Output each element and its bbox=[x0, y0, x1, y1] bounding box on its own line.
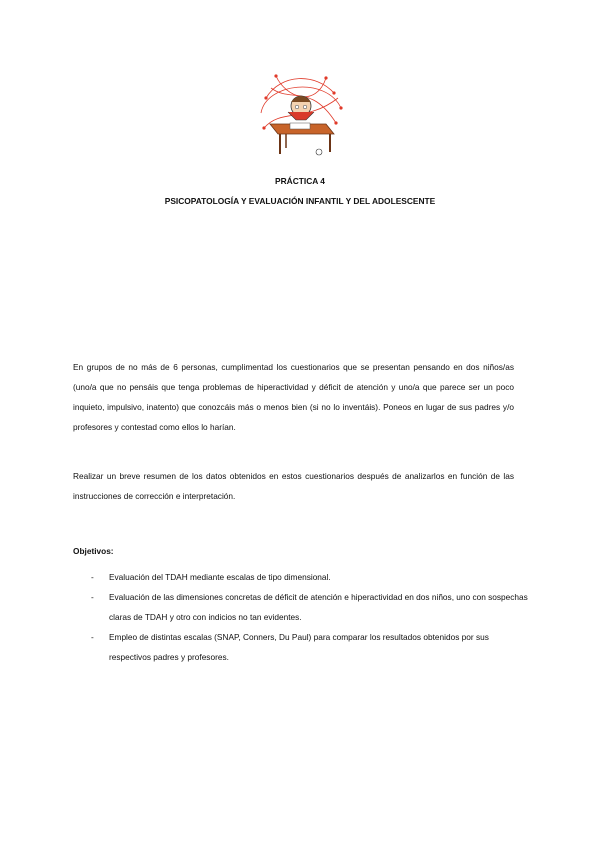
bullet-dash: - bbox=[91, 592, 94, 602]
objective-text: Evaluación del TDAH mediante escalas de tipo dimensional. bbox=[109, 572, 331, 582]
instructions-paragraph: En grupos de no más de 6 personas, cumplimentad los cuestionarios que se presentan pensando en dos niños/as (uno/a que no pensáis que tenga problemas de hiperactividad y déficit de atención y uno/a que parece ser un poco inquieto, impulsivo, inatento) que conozcáis más o menos bien (si no lo inventáis). Poneos en lugar de sus padres y/o profesores y contestad como ellos lo harían. bbox=[73, 362, 514, 432]
child-at-desk-icon bbox=[256, 68, 346, 160]
objectives-heading: Objetivos: bbox=[73, 546, 114, 556]
list-item bbox=[73, 587, 528, 627]
bullet-dash: - bbox=[91, 572, 94, 582]
bullet-dash: - bbox=[91, 632, 94, 642]
objectives-list bbox=[73, 567, 528, 667]
subject-title: PSICOPATOLOGÍA Y EVALUACIÓN INFANTIL Y DEL ADOLESCENTE bbox=[164, 196, 436, 206]
list-item bbox=[73, 627, 528, 667]
summary-paragraph: Realizar un breve resumen de los datos obtenidos en estos cuestionarios después de analizarlos en función de las instrucciones de corrección e interpretación. bbox=[73, 471, 514, 501]
objective-text: Evaluación de las dimensiones concretas de déficit de atención e hiperactividad en dos niños, uno con sospechas claras de TDAH y otro con indicios no tan evidentes. bbox=[109, 592, 528, 622]
list-item bbox=[73, 567, 528, 587]
practice-title: PRÁCTICA 4 bbox=[275, 176, 325, 186]
objective-text: Empleo de distintas escalas (SNAP, Conners, Du Paul) para comparar los resultados obtenidos por sus respectivos padres y profesores. bbox=[109, 632, 489, 662]
